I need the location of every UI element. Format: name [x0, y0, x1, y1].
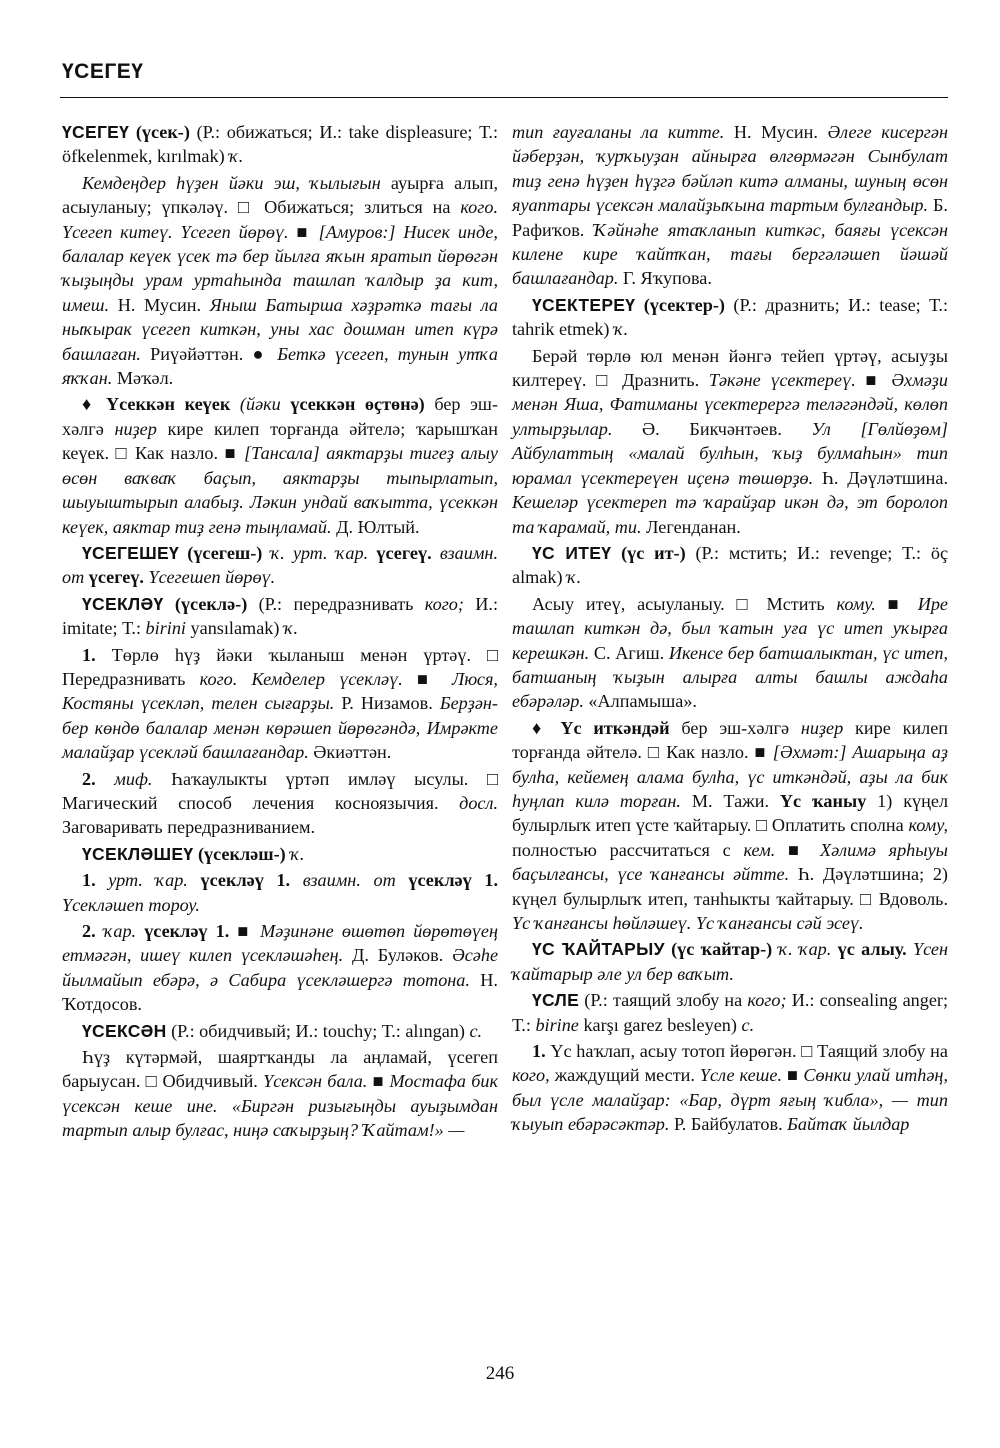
sense-1: 1. Төрлө һүҙ йәки ҡыланыш менән үртәү. □ Передразнивать кого. Кемделер үсекләү. ■ Люся, Костяны үсекләп, телен сығарҙы. Р. Низамов. Берҙән-бер көндө балалар менән көрәшеп йөрөгәндә, Имрәкте малайҙар үсекләй башлағандар. Әкиәттән. [62, 644, 498, 763]
definition: Кемдеңдер һүҙен йәки эш, ҡылығын ауырға алып, асыуланыу; үпкәләү. □ Обижаться; злиться на кого. Үсегеп китеү. Үсегеп йөрөү. ■ [Амуров:] Нисек инде, балалар кеүек үсек тә бер йылға яҡын яратып йөрөгән ҡыҙыңды урам уртаһында ташлап ҡалдыр ҙа кит, имеш. Н. Мусин. Яныш Батырша хәҙрәткә тағы ла ныҡырак үсегеп киткән, уны хас дошман итеп күрә башлаған. Риүәйәттән. ● Беткә үсегеп, тунын утҡа яҡҡан. Мәҡәл. [62, 172, 498, 389]
headword: ҮСЕКТЕРЕҮ [532, 294, 636, 315]
definition: Берәй төрлө юл менән йәнгә тейеп үртәү, асыуҙы килтереү. □ Дразнить. Тәкәне үсектереү. ■ Әхмәҙи менән Яша, Фатиманы үсектерергә теләгәндәй, көлөп ултырҙылар. Ә. Бикчәнтәев. Ул [Гөлйөҙөм] Айбулаттың «малай булһын, ҡыҙ булмаһын» тип юрамал үсектереүен иҫенә төшөрҙө. Һ. Дәүләтшина. Кешеләр үсектереп тә ҡарайҙар икән дә, эт боролоп та ҡарамай, ти. Легенданан. [512, 345, 948, 537]
header-rule [60, 97, 948, 98]
definition: Асыу итеү, асыуланыу. □ Мстить кому. ■ Ире ташлап киткән дә, был ҡатын уға үс итеп уҡырға керешкән. С. Агиш. Икенсе бер батшалыктан, үс итеп, батшаның ҡыҙын алырға алты башлы аждаһа ебәрәләр. «Алпамыша». [512, 593, 949, 712]
entry-usektereu: ҮСЕКТЕРЕҮ (үсектер-) (Р.: дразнить; И.: tease; Т.: tahrik etmek) ҡ. [512, 294, 949, 340]
sense-2: 2. ҡар. үсекләү 1. ■ Мәҙинәне өшөтөп йөрөтөүең етмәгән, ишеү килеп үсекләшәһең. Д. Буләков. Әсәһе йылмайып ебәрә, ә Сабира үсекләшергә тотона. Н. Ҡотдосов. [62, 921, 499, 1015]
right-column [512, 120, 948, 1139]
page-number: 246 [485, 1363, 515, 1384]
left-column [62, 120, 498, 1145]
entry-useksen: ҮСЕКСӘН (Р.: обидчивый; И.: touchy; Т.: alıngan) с. [82, 1020, 483, 1041]
sense-1: 1. урт. ҡар. үсекләү 1. взаимн. от үсекләү 1. Үсекләшеп тороу. [62, 870, 499, 915]
continuation: тип ғауғаланы ла китте. Н. Мусин. Әлеге кисергән йәберҙән, ҡурҡыуҙан айнырға өлгөрмәгән Сынбулат тиҙ генә һүҙен һүҙгә бәйләп китә алманы, шуның өсөн яуаптары үсексән малайҙыҡына тартым булғандыр. Б. Рафиҡов. Ҡәйнәһе ятаҡланып киткәс, баяғы үсексән килене кире ҡайтҡан, тағы бергәләшеп йәшәй башлағандар. Г. Яҡупова. [512, 122, 949, 289]
entry-useklau: ҮСЕКЛӘҮ (үсеклә-) (Р.: передразнивать кого; И.: imitate; Т.: birini yansılamak) ҡ. [62, 593, 499, 639]
headword: ҮС ИТЕҮ [532, 542, 612, 563]
entry-usegeu: ҮСЕГЕҮ (үсек-) (Р.: обижаться; И.: take displeasure; Т.: öfkelenmek, kırılmak) ҡ. [62, 122, 499, 167]
entry-usle: ҮСЛЕ (Р.: таящий злобу на кого; И.: consealing anger; Т.: birine karşı garez besleyen) с. [512, 990, 949, 1035]
headword: ҮСЕКСӘН [82, 1020, 167, 1041]
sense-1: 1. Үс һаҡлап, асыу тотоп йөрөгән. □ Таящий злобу на кого, жаждущий мести. Үсле кеше. ■ Сөнки улай итһәң, был үсле малайҙар: «Бар, дүрт яғың ҡибла», — тип ҡыуып ебәрәсәктәр. Р. Байбулатов. Байтаҡ йылдар [512, 1041, 948, 1135]
idiom: ♦ Үс иткәндәй бер эш-хәлгә ниҙер кире килеп торғанда әйтелә. □ Как назло. ■ [Әхмәт:] Ашарыңа аҙ булһа, кейемең алама булһа, үс иткәндәй, аҙы ла бик һуңлап килә торған. М. Тажи. Үс ҡаныу 1) күңел булырлыҡ итеп үсте ҡайтарыу. □ Оплатить сполна кому, полностью рассчитаться с кем. ■ Хәлимә ярһыуы баҫылғансы, үсе ҡанғансы әйтте. Һ. Дәүләтшина; 2) күңел булырлыҡ итеп, танһыкты ҡайтарыу. □ Вдоволь. Үс ҡанғансы һөйләшеү. Үс ҡанғансы сәй эсеү. [512, 717, 949, 933]
idiom: ♦ Үсеккән кеүек (йәки үсеккән өҫтөнә) бер эш-хәлгә ниҙер кире килеп торғанда әйтелә; ҡарышҡан кеүек. □ Как назло. ■ [Тансала] аяктарҙы тигеҙ алыу өсөн ваҡваҡ баҫып, аяктарҙы тыпырлатып, шыуыштырып алабыҙ. Ләкин ундай ваҡытта, үсеккән кеүек, аяктар тиҙ генә тыңламай. Д. Юлтый. [62, 394, 499, 537]
headword: ҮСЕГЕШЕҮ [82, 542, 180, 563]
entry-usegeshe: ҮСЕГЕШЕҮ (үсегеш-) ҡ. урт. ҡар. үсегеү. взаимн. от үсегеү. Үсегешеп йөрөү. [62, 542, 498, 588]
headword: ҮСЕГЕҮ [62, 122, 130, 142]
headword: ҮСЕКЛӘҮ [82, 593, 164, 614]
headword: ҮС ҠАЙТАРЫУ [532, 939, 665, 960]
headword: ҮСЛЕ [532, 990, 580, 1011]
entry-us-qaytaryu: ҮС ҠАЙТАРЫУ (үс ҡайтар-) ҡ. ҡар. үс алыу. Үсен ҡайтарыр әле ул бер ваҡыт. [512, 939, 948, 984]
running-head: ҮСЕГЕҮ [62, 60, 144, 83]
headword: ҮСЕКЛӘШЕҮ [82, 843, 194, 864]
sense-2: 2. миф. Һаҡаулыкты үртәп имләү ысулы. □ Магический способ лечения косноязычия. досл. Заговаривать передразниванием. [62, 768, 498, 838]
entry-useklashe: ҮСЕКЛӘШЕҮ (үсекләш-) ҡ. [82, 843, 305, 864]
definition: Һүҙ күтәрмәй, шаяртҡанды ла аңламай, үсегеп барыусан. □ Обидчивый. Үсексән бала. ■ Мостафа бик үсексән кеше ине. «Биргән ризығыңды ауыҙымдан тартып алыр булғас, ниңә саҡырҙың? Ҡайтам!» — [62, 1047, 498, 1141]
entry-us-iteu: ҮС ИТЕҮ (үс ит-) (Р.: мстить; И.: revenge; Т.: öç almak) ҡ. [512, 542, 949, 588]
